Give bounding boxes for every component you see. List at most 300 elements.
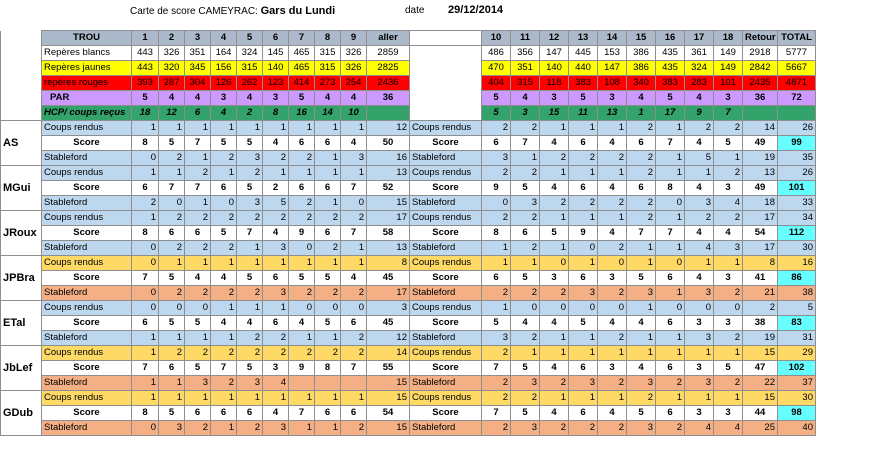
tee-row-label: Repères blancs <box>42 46 132 61</box>
header-hole-number: 4 <box>211 31 237 46</box>
score-cell: 5 <box>211 136 237 151</box>
points-cell: 1 <box>185 121 211 136</box>
row-label: Score <box>42 181 132 196</box>
tee-value: 304 <box>185 76 211 91</box>
points-cell: 1 <box>656 331 685 346</box>
points-cell: 2 <box>656 421 685 436</box>
points-cell: 0 <box>132 256 159 271</box>
points-cell: 2 <box>185 166 211 181</box>
row-label-in: Score <box>410 316 482 331</box>
player-row <box>1 151 816 166</box>
row-label-in: Stableford <box>410 331 482 346</box>
points-cell: 1 <box>341 121 367 136</box>
points-cell: 3 <box>511 376 540 391</box>
header-hole-number: 10 <box>482 31 511 46</box>
tee-value: 465 <box>289 61 315 76</box>
tee-value: 12 <box>159 106 185 121</box>
points-cell: 2 <box>569 151 598 166</box>
points-cell: 2 <box>263 211 289 226</box>
points-cell: 3 <box>237 376 263 391</box>
total-cell: 35 <box>778 151 816 166</box>
total-cell: 102 <box>778 361 816 376</box>
total-cell: 30 <box>778 241 816 256</box>
score-cell: 5 <box>211 226 237 241</box>
points-cell: 0 <box>656 256 685 271</box>
score-cell: 6 <box>656 316 685 331</box>
total-cell: 16 <box>778 256 816 271</box>
points-cell: 0 <box>569 301 598 316</box>
row-label: Stableford <box>42 331 132 346</box>
tee-row <box>1 91 816 106</box>
score-cell: 4 <box>211 271 237 286</box>
tee-value: 351 <box>511 61 540 76</box>
player-row <box>1 226 816 241</box>
score-cell: 4 <box>598 316 627 331</box>
tee-value: 440 <box>569 61 598 76</box>
points-cell: 1 <box>598 211 627 226</box>
row-label: Coups rendus <box>42 256 132 271</box>
aller-cell: 3 <box>367 301 410 316</box>
retour-cell: 22 <box>743 376 778 391</box>
tee-value: 3 <box>540 91 569 106</box>
tee-value: 4 <box>315 91 341 106</box>
points-cell: 3 <box>569 286 598 301</box>
tee-row-label: repères rouges <box>42 76 132 91</box>
points-cell: 1 <box>656 166 685 181</box>
total-cell: 29 <box>778 346 816 361</box>
tee-aller: 2825 <box>367 61 410 76</box>
tee-value: 443 <box>132 46 159 61</box>
aller-cell: 55 <box>367 361 410 376</box>
score-cell: 4 <box>598 136 627 151</box>
score-cell: 3 <box>685 406 714 421</box>
row-label-in: Coups rendus <box>410 256 482 271</box>
points-cell: 2 <box>714 121 743 136</box>
score-cell: 7 <box>185 181 211 196</box>
points-cell: 1 <box>315 256 341 271</box>
points-cell: 2 <box>511 391 540 406</box>
points-cell: 2 <box>263 151 289 166</box>
points-cell: 1 <box>569 346 598 361</box>
aller-cell: 13 <box>367 166 410 181</box>
points-cell: 1 <box>540 346 569 361</box>
points-cell: 0 <box>132 286 159 301</box>
tee-value: 1 <box>627 106 656 121</box>
points-cell: 2 <box>598 331 627 346</box>
score-cell: 4 <box>540 361 569 376</box>
tee-value: 324 <box>685 61 714 76</box>
points-cell: 2 <box>598 286 627 301</box>
score-cell: 7 <box>511 136 540 151</box>
points-cell: 1 <box>315 166 341 181</box>
aller-cell: 54 <box>367 406 410 421</box>
score-cell: 8 <box>482 226 511 241</box>
retour-cell: 47 <box>743 361 778 376</box>
tee-aller: 36 <box>367 91 410 106</box>
score-cell: 5 <box>237 271 263 286</box>
header-gap-cell <box>410 31 482 46</box>
row-label-in: Stableford <box>410 241 482 256</box>
scorecard-table <box>0 30 816 436</box>
tee-gap-cell <box>410 76 482 91</box>
points-cell: 2 <box>511 166 540 181</box>
score-cell: 8 <box>132 226 159 241</box>
total-cell: 83 <box>778 316 816 331</box>
points-cell: 1 <box>341 391 367 406</box>
points-cell: 2 <box>540 151 569 166</box>
tee-value: 4 <box>159 91 185 106</box>
points-cell: 2 <box>159 286 185 301</box>
tee-aller: 2436 <box>367 76 410 91</box>
points-cell: 2 <box>540 196 569 211</box>
row-label: Score <box>42 226 132 241</box>
points-cell: 2 <box>185 346 211 361</box>
tee-total: 4871 <box>778 76 816 91</box>
tee-retour: 2435 <box>743 76 778 91</box>
tee-value: 123 <box>263 76 289 91</box>
points-cell: 1 <box>263 301 289 316</box>
aller-cell: 15 <box>367 196 410 211</box>
points-cell: 2 <box>185 241 211 256</box>
score-cell: 7 <box>627 226 656 241</box>
points-cell: 3 <box>237 151 263 166</box>
score-cell: 5 <box>569 316 598 331</box>
points-cell: 1 <box>263 256 289 271</box>
score-cell: 6 <box>341 406 367 421</box>
tee-retour: 2842 <box>743 61 778 76</box>
date-value: 29/12/2014 <box>448 4 504 16</box>
title-group-name: Gars du Lundi <box>260 5 336 17</box>
points-cell: 1 <box>540 121 569 136</box>
tee-row-label: HCP/ coups reçus <box>42 106 132 121</box>
score-cell: 4 <box>540 406 569 421</box>
score-cell: 3 <box>598 271 627 286</box>
tee-value: 465 <box>289 46 315 61</box>
tee-value: 4 <box>185 91 211 106</box>
points-cell: 1 <box>341 256 367 271</box>
points-cell: 0 <box>132 151 159 166</box>
tee-value: 486 <box>482 46 511 61</box>
points-cell: 4 <box>685 241 714 256</box>
points-cell: 3 <box>685 286 714 301</box>
points-cell: 2 <box>289 151 315 166</box>
points-cell: 0 <box>132 421 159 436</box>
score-cell: 5 <box>237 361 263 376</box>
total-cell: 5 <box>778 301 816 316</box>
header-hole-number: 13 <box>569 31 598 46</box>
tee-value: 326 <box>341 61 367 76</box>
points-cell: 2 <box>341 421 367 436</box>
tee-value: 3 <box>511 106 540 121</box>
score-cell: 4 <box>237 316 263 331</box>
score-cell: 6 <box>315 406 341 421</box>
score-cell: 6 <box>656 361 685 376</box>
score-cell: 5 <box>289 271 315 286</box>
row-label: Score <box>42 361 132 376</box>
tee-value: 315 <box>315 46 341 61</box>
player-row <box>1 346 816 361</box>
points-cell: 3 <box>185 376 211 391</box>
tee-value: 5 <box>289 91 315 106</box>
total-cell: 38 <box>778 286 816 301</box>
tee-value: 145 <box>263 46 289 61</box>
points-cell: 1 <box>627 346 656 361</box>
retour-cell: 44 <box>743 406 778 421</box>
tee-value: 287 <box>159 76 185 91</box>
tee-value: 5 <box>482 106 511 121</box>
row-label: Coups rendus <box>42 211 132 226</box>
points-cell: 2 <box>211 211 237 226</box>
points-cell: 2 <box>315 286 341 301</box>
header-aller: aller <box>367 31 410 46</box>
tee-value: 273 <box>315 76 341 91</box>
tee-value: 140 <box>263 61 289 76</box>
points-cell: 2 <box>598 241 627 256</box>
aller-cell: 13 <box>367 241 410 256</box>
points-cell: 1 <box>569 166 598 181</box>
row-label-in: Coups rendus <box>410 166 482 181</box>
row-label: Stableford <box>42 196 132 211</box>
points-cell: 1 <box>289 421 315 436</box>
points-cell: 1 <box>315 121 341 136</box>
points-cell: 3 <box>341 151 367 166</box>
row-label: Coups rendus <box>42 121 132 136</box>
header-hole-number: 16 <box>656 31 685 46</box>
tee-row <box>1 61 816 76</box>
player-name: JRoux <box>1 211 42 256</box>
points-cell: 2 <box>482 166 511 181</box>
points-cell: 1 <box>211 301 237 316</box>
tee-value: 15 <box>540 106 569 121</box>
tee-value: 156 <box>211 61 237 76</box>
points-cell: 2 <box>185 211 211 226</box>
points-cell: 2 <box>627 211 656 226</box>
tee-value: 5 <box>132 91 159 106</box>
points-cell: 3 <box>714 241 743 256</box>
score-cell: 7 <box>656 136 685 151</box>
points-cell: 1 <box>289 331 315 346</box>
score-cell: 3 <box>598 361 627 376</box>
tee-value: 4 <box>685 91 714 106</box>
tee-gap-cell <box>410 106 482 121</box>
tee-value: 315 <box>511 76 540 91</box>
points-cell: 2 <box>540 286 569 301</box>
tee-value: 445 <box>569 46 598 61</box>
score-cell: 9 <box>482 181 511 196</box>
points-cell: 1 <box>211 256 237 271</box>
score-cell: 6 <box>211 406 237 421</box>
score-cell: 6 <box>289 181 315 196</box>
points-cell: 1 <box>685 256 714 271</box>
tee-value: 108 <box>598 76 627 91</box>
points-cell: 2 <box>211 151 237 166</box>
tee-value: 4 <box>237 91 263 106</box>
points-cell: 0 <box>315 301 341 316</box>
row-label: Score <box>42 136 132 151</box>
score-cell: 3 <box>540 271 569 286</box>
row-label-in: Score <box>410 136 482 151</box>
retour-cell: 15 <box>743 391 778 406</box>
tee-value: 393 <box>132 76 159 91</box>
player-name: MGui <box>1 166 42 211</box>
aller-cell: 58 <box>367 226 410 241</box>
points-cell: 2 <box>289 211 315 226</box>
points-cell: 1 <box>289 256 315 271</box>
player-column-blank <box>1 76 42 91</box>
score-cell: 4 <box>627 361 656 376</box>
row-label: Coups rendus <box>42 346 132 361</box>
points-cell: 1 <box>482 301 511 316</box>
points-cell: 1 <box>132 331 159 346</box>
points-cell: 1 <box>540 211 569 226</box>
points-cell: 1 <box>482 256 511 271</box>
points-cell: 2 <box>540 376 569 391</box>
points-cell: 1 <box>289 166 315 181</box>
points-cell: 1 <box>656 346 685 361</box>
points-cell: 1 <box>132 121 159 136</box>
tee-gap-cell <box>410 46 482 61</box>
player-row <box>1 121 816 136</box>
row-label-in: Coups rendus <box>410 301 482 316</box>
retour-cell: 38 <box>743 316 778 331</box>
header-hole-number: 8 <box>315 31 341 46</box>
header-row <box>1 31 816 46</box>
score-cell: 4 <box>685 181 714 196</box>
tee-value: 5 <box>656 91 685 106</box>
points-cell: 3 <box>685 376 714 391</box>
points-cell: 1 <box>598 346 627 361</box>
points-cell: 1 <box>315 196 341 211</box>
points-cell: 2 <box>211 346 237 361</box>
retour-cell: 13 <box>743 166 778 181</box>
aller-cell: 12 <box>367 121 410 136</box>
points-cell: 2 <box>627 166 656 181</box>
points-cell: 2 <box>341 211 367 226</box>
player-name: ETal <box>1 301 42 346</box>
points-cell: 1 <box>656 286 685 301</box>
score-cell: 4 <box>685 271 714 286</box>
tee-value: 101 <box>714 76 743 91</box>
row-label: Score <box>42 406 132 421</box>
points-cell: 0 <box>482 196 511 211</box>
points-cell: 1 <box>627 256 656 271</box>
aller-cell: 16 <box>367 151 410 166</box>
player-name: JPBra <box>1 256 42 301</box>
score-cell: 6 <box>263 316 289 331</box>
tee-value: 383 <box>569 76 598 91</box>
points-cell: 1 <box>482 241 511 256</box>
tee-value: 14 <box>315 106 341 121</box>
points-cell: 3 <box>263 421 289 436</box>
points-cell: 1 <box>540 391 569 406</box>
points-cell: 2 <box>598 421 627 436</box>
points-cell: 0 <box>569 241 598 256</box>
player-row <box>1 331 816 346</box>
total-cell: 26 <box>778 166 816 181</box>
score-cell: 5 <box>159 271 185 286</box>
points-cell: 2 <box>289 286 315 301</box>
player-row <box>1 196 816 211</box>
points-cell: 2 <box>714 286 743 301</box>
row-label-in: Coups rendus <box>410 211 482 226</box>
points-cell: 2 <box>627 196 656 211</box>
score-cell: 5 <box>159 136 185 151</box>
tee-value: 118 <box>540 76 569 91</box>
points-cell: 1 <box>656 391 685 406</box>
tee-value: 2 <box>237 106 263 121</box>
tee-value: 470 <box>482 61 511 76</box>
total-cell: 112 <box>778 226 816 241</box>
points-cell: 0 <box>159 196 185 211</box>
tee-value: 18 <box>132 106 159 121</box>
score-cell: 2 <box>263 181 289 196</box>
tee-gap-cell <box>410 61 482 76</box>
aller-cell: 45 <box>367 271 410 286</box>
total-cell: 33 <box>778 196 816 211</box>
tee-value: 345 <box>185 61 211 76</box>
points-cell: 1 <box>315 391 341 406</box>
points-cell: 2 <box>159 241 185 256</box>
points-cell: 2 <box>569 421 598 436</box>
score-cell: 8 <box>132 406 159 421</box>
row-label-in: Stableford <box>410 421 482 436</box>
points-cell: 1 <box>511 346 540 361</box>
aller-cell: 17 <box>367 286 410 301</box>
score-cell: 3 <box>714 181 743 196</box>
title-prefix: Carte de score CAMEYRAC: <box>130 6 258 17</box>
tee-value: 414 <box>289 76 315 91</box>
points-cell: 2 <box>714 211 743 226</box>
points-cell: 3 <box>627 421 656 436</box>
retour-cell: 54 <box>743 226 778 241</box>
score-cell: 4 <box>714 226 743 241</box>
tee-total: 5777 <box>778 46 816 61</box>
score-cell: 4 <box>540 316 569 331</box>
points-cell: 1 <box>237 301 263 316</box>
total-cell: 40 <box>778 421 816 436</box>
points-cell: 4 <box>714 421 743 436</box>
score-cell: 5 <box>511 271 540 286</box>
row-label: Coups rendus <box>42 301 132 316</box>
score-cell: 3 <box>685 361 714 376</box>
points-cell: 2 <box>237 346 263 361</box>
score-cell: 7 <box>132 361 159 376</box>
points-cell: 1 <box>159 376 185 391</box>
tee-value: 149 <box>714 61 743 76</box>
tee-value: 140 <box>540 61 569 76</box>
points-cell: 1 <box>569 211 598 226</box>
points-cell: 2 <box>627 121 656 136</box>
header-hole-number: 1 <box>132 31 159 46</box>
header-trou-label: TROU <box>42 31 132 46</box>
points-cell: 2 <box>185 421 211 436</box>
retour-cell: 25 <box>743 421 778 436</box>
retour-cell: 19 <box>743 151 778 166</box>
player-row <box>1 211 816 226</box>
row-label-in: Stableford <box>410 151 482 166</box>
points-cell: 1 <box>237 256 263 271</box>
points-cell: 2 <box>511 121 540 136</box>
row-label-in: Score <box>410 406 482 421</box>
header-hole-number: 15 <box>627 31 656 46</box>
tee-aller: 2859 <box>367 46 410 61</box>
points-cell: 2 <box>211 376 237 391</box>
score-cell: 6 <box>341 316 367 331</box>
player-row <box>1 316 816 331</box>
tee-value: 315 <box>237 61 263 76</box>
score-cell: 4 <box>263 406 289 421</box>
points-cell: 1 <box>656 241 685 256</box>
